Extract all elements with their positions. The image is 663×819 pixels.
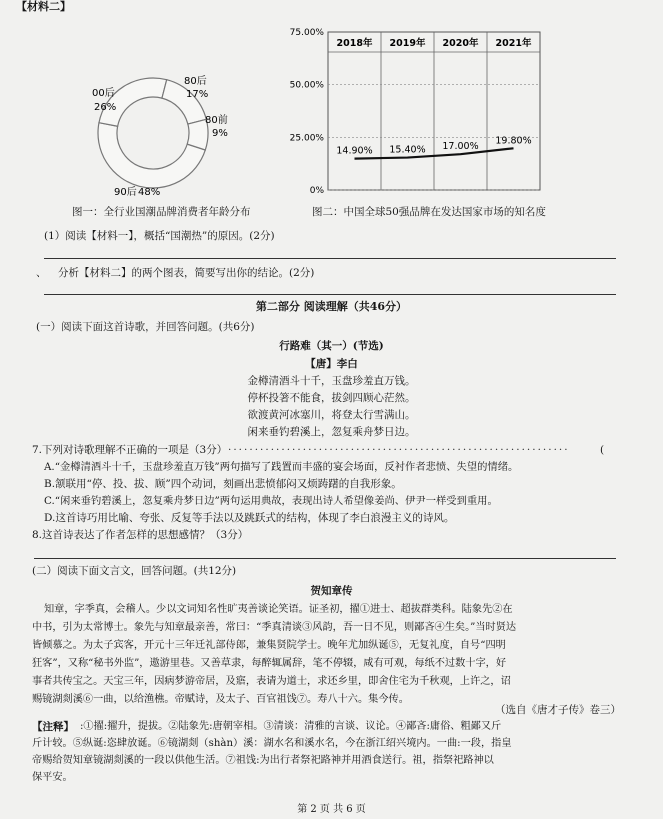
poem-author: 【唐】李白	[305, 358, 358, 370]
poem-line: 欲渡黄河冰塞川，将登太行雪满山。	[247, 409, 416, 421]
prose-title: 贺知章传	[310, 585, 353, 597]
prose-line: 中书，引为太常博士。象先与知章最亲善，常曰：“季真清谈③风韵，吾一日不见，则鄙吝④生矣。”当时贤达	[32, 622, 517, 633]
poem-line: 闲来垂钓碧溪上，忽复乘舟梦日边。	[247, 426, 416, 438]
poem-section-intro: (一）阅读下面这首诗歌，并回答问题。(共6分)	[36, 321, 255, 333]
note-line: 保平安。	[32, 772, 73, 783]
pie-label-80pre-pct: 9%	[212, 128, 228, 139]
prose-section-intro: (二）阅读下面文言文，回答问题。(共12分)	[32, 565, 237, 577]
part2-title: 第二部分 阅读理解（共46分）	[255, 300, 408, 313]
poem-line: 金樽清酒斗十千，玉盘珍羞直万钱。	[247, 375, 416, 387]
data-label: 15.40%	[389, 144, 426, 156]
answer-line	[34, 558, 616, 559]
pie-label-90-pct: 48%	[138, 187, 161, 198]
poem-title: 行路难（其一）(节选)	[279, 340, 384, 352]
x-category-label: 2020年	[442, 38, 479, 49]
pie-label-00-name: 00后	[92, 88, 115, 99]
answer-line	[44, 294, 616, 295]
y-tick-label: 0%	[309, 186, 324, 196]
pie-label-80-pct: 17%	[186, 89, 209, 100]
data-label: 17.00%	[442, 141, 479, 153]
note-line: 斤计较。⑤纵诞:恣肆放诞。⑥镜湖剡（shàn）溪：湖水名和溪水名，今在浙江绍兴境内。一曲:一段，指皇	[32, 738, 512, 749]
option-c: C.“闲来垂钓碧溪上，忽复乘舟梦日边”两句运用典故，表现出诗人希望像姜尚、伊尹一样受到重用。	[44, 495, 498, 507]
section-label: 【材料二】	[16, 0, 71, 13]
prose-line: 狂客”，又称“秘书外监”，遨游里巷。又善草隶，每醉辄属辞，笔不停辍，咸有可观，每纸不过数十字，好	[32, 658, 507, 669]
y-tick-label: 50.00%	[289, 80, 324, 91]
prose-line: 赐镜湖剡溪⑥一曲，以给渔樵。帝赋诗，及太子、百官祖饯⑦。寿八十六。集今传。	[32, 694, 409, 705]
prose-line: 知章，字季真，会稽人。少以文词知名性旷夷善谈论笑语。证圣初，擢①进士、超拔群类科。陆象先②在	[44, 604, 513, 615]
option-a: A.“金樽清酒斗十千，玉盘珍羞直万钱”两句描写了践置而丰盛的宴会场面，反衬作者悲愤、失望的情绪。	[44, 461, 519, 473]
x-category-label: 2018年	[336, 38, 373, 49]
answer-line	[44, 258, 616, 259]
option-b: B.颔联用“停、投、拔、顾”四个动词，刻画出悲愤郁闷又烦踌躇的自我形象。	[44, 478, 402, 490]
poem-line: 停杯投箸不能食，拔剑四顾心茫然。	[247, 392, 416, 404]
notes-label: 【注释】	[32, 721, 74, 733]
question-2-number: 、	[36, 267, 47, 279]
donut-chart	[60, 60, 260, 210]
prose-line: 皆倾慕之。为太子宾客，开元十三年迁礼部侍郎，兼集贤院学士。晚年尤加纵诞⑤，无复礼度，自号“四明	[32, 640, 506, 651]
y-tick-label: 25.00%	[289, 133, 324, 144]
pie-label-80pre-name: 80前	[205, 115, 228, 126]
note-line: :①擢:擢升，提拔。②陆象先:唐朝宰相。③清谈：清雅的言谈、议论。④鄙吝:庸俗、粗鄙又斤	[80, 721, 502, 732]
pie-label-80-name: 80后	[184, 76, 207, 87]
question-8: 8.这首诗表达了作者怎样的思想感情？（3分）	[32, 529, 249, 541]
y-tick-label: 75.00%	[289, 28, 324, 38]
question-2: 分析【材料二】的两个图表，简要写出你的结论。(2分)	[58, 267, 315, 279]
answer-paren: (	[600, 444, 605, 456]
note-line: 帝赐给贺知章镜湖剡溪的一段以供他生活。⑦祖饯:为出行者祭祀路神并用酒食送行。祖，指祭祀路神以	[32, 755, 494, 766]
chart2-caption: 图二：中国全球50强品牌在发达国家市场的知名度	[312, 206, 546, 218]
pie-label-90-name: 90后	[114, 187, 137, 198]
x-category-label: 2021年	[495, 38, 532, 49]
prose-source: （选自《唐才子传》卷三）	[495, 704, 621, 716]
data-label: 19.80%	[495, 135, 532, 147]
prose-line: 事者共传宝之。天宝三年，因病梦游帝居，及寤，表请为道士，求还乡里，即舍住宅为千秋观，上许之，诏	[32, 676, 511, 687]
data-label: 14.90%	[336, 145, 373, 157]
line-chart	[280, 22, 550, 197]
page-number: 第 2 页 共 6 页	[297, 804, 366, 815]
dot-leader: ································································	[228, 444, 570, 456]
pie-label-00-pct: 26%	[94, 102, 117, 113]
chart1-caption: 图一：全行业国潮品牌消费者年龄分布	[72, 206, 251, 218]
x-category-label: 2019年	[389, 38, 426, 49]
option-d: D.这首诗巧用比喻、夸张、反复等手法以及跳跃式的结构，体现了李白浪漫主义的诗风。	[44, 512, 455, 524]
question-7: 7.下列对诗歌理解不正确的一项是（3分）	[32, 444, 228, 456]
question-1: (1）阅读【材料一】，概括“国潮热”的原因。(2分)	[44, 230, 275, 242]
